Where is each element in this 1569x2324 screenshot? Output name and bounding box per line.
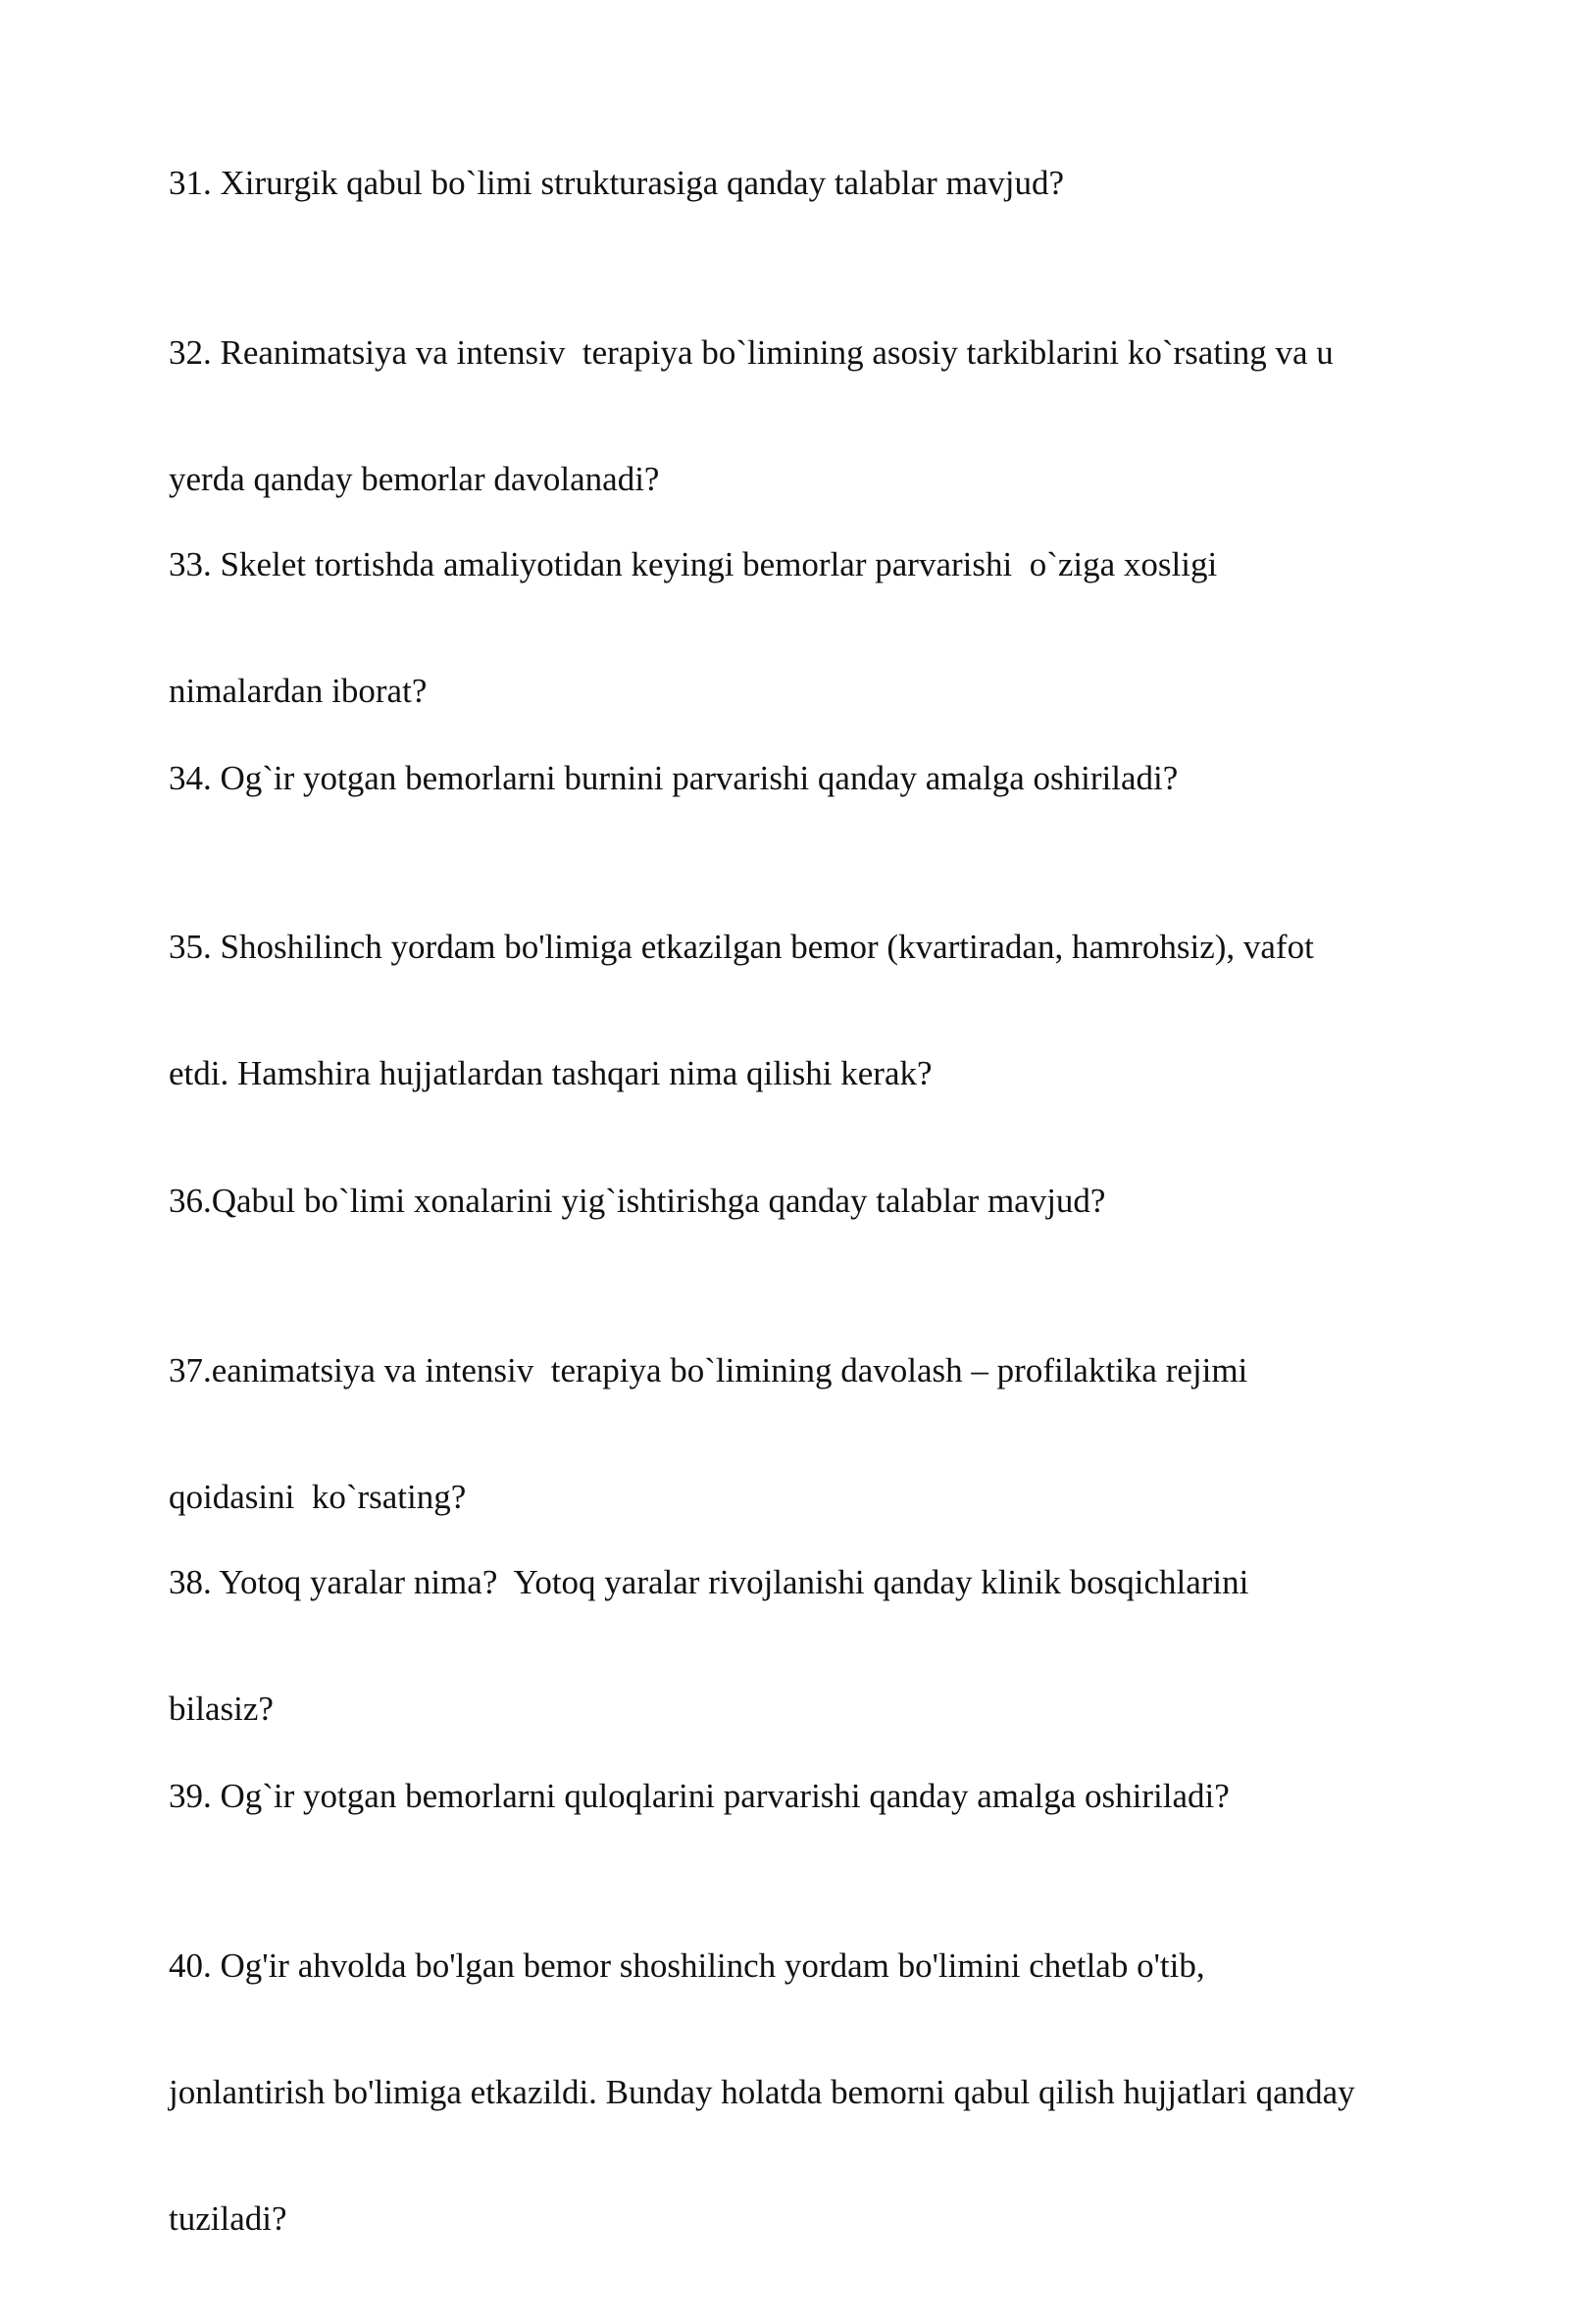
question-line: nimalardan iborat? (169, 672, 428, 710)
question-line: 39. Og`ir yotgan bemorlarni quloqlarini parvarishi qanday amalga oshiriladi? (169, 1777, 1230, 1815)
question-line: 40. Og'ir ahvolda bo'lgan bemor shoshilinch yordam bo'limini chetlab o'tib, (169, 1946, 1205, 1985)
question-line: 36.Qabul bo`limi xonalarini yig`ishtirishga qanday talablar mavjud? (169, 1182, 1106, 1220)
question-line: 33. Skelet tortishda amaliyotidan keyingi bemorlar parvarishi o`ziga xosligi (169, 545, 1218, 583)
question-line: 31. Xirurgik qabul bo`limi strukturasiga qanday talablar mavjud? (169, 164, 1065, 202)
question-line: 34. Og`ir yotgan bemorlarni burnini parvarishi qanday amalga oshiriladi? (169, 759, 1179, 797)
question-line: bilasiz? (169, 1690, 274, 1728)
question-line: 38. Yotoq yaralar nima? Yotoq yaralar rivojlanishi qanday klinik bosqichlarini (169, 1563, 1249, 1601)
question-line: 32. Reanimatsiya va intensiv terapiya bo`limining asosiy tarkiblarini ko`rsating va u (169, 333, 1334, 372)
question-line: tuziladi? (169, 2199, 287, 2238)
question-line: yerda qanday bemorlar davolanadi? (169, 460, 660, 498)
question-line: 37.eanimatsiya va intensiv terapiya bo`limining davolash – profilaktika rejimi (169, 1351, 1248, 1389)
question-line: 35. Shoshilinch yordam bo'limiga etkazilgan bemor (kvartiradan, hamrohsiz), vafot (169, 928, 1314, 966)
question-line: etdi. Hamshira hujjatlardan tashqari nima qilishi kerak? (169, 1054, 933, 1092)
question-line: qoidasini ko`rsating? (169, 1478, 467, 1516)
question-line: jonlantirish bo'limiga etkazildi. Bunday holatda bemorni qabul qilish hujjatlari qanday (169, 2073, 1355, 2111)
question-40 (169, 1860, 1443, 2324)
